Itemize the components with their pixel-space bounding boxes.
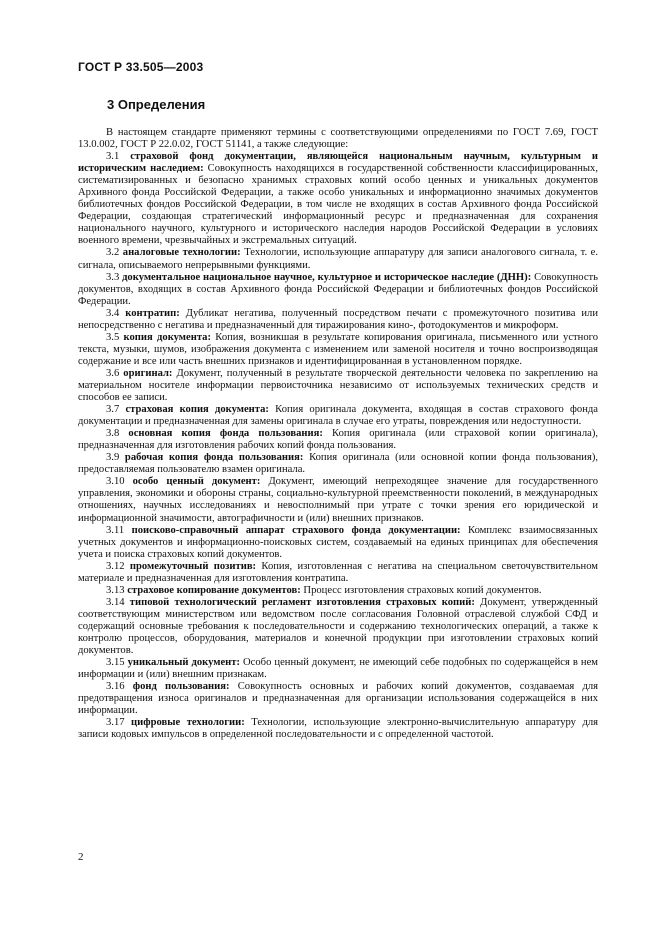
- definition-text: Документ, полученный в результате творческой деятельности человека по закреплению на материальном носителе информации первоисточника независимо от используемых технических средств и способов ее записи.: [78, 367, 598, 404]
- definition-item: [78, 272, 598, 308]
- definition-number: 3.7: [106, 404, 120, 416]
- definition-term: фонд пользования:: [132, 681, 230, 693]
- definition-item: [78, 681, 598, 717]
- definition-number: 3.16: [106, 681, 125, 693]
- definition-number: 3.4: [106, 307, 120, 319]
- definition-term: уникальный документ:: [127, 657, 240, 669]
- definition-term: типовой технологический регламент изготовления страховых копий:: [129, 596, 475, 608]
- definition-text: Копия оригинала (или основной копии фонда пользования), предоставляемая пользователю взамен оригинала.: [78, 452, 598, 476]
- definition-item: [78, 151, 598, 247]
- definition-item: [78, 525, 598, 561]
- definition-number: 3.17: [106, 717, 125, 729]
- definition-term: страховая копия документа:: [125, 404, 269, 416]
- definition-number: 3.12: [106, 560, 125, 572]
- definition-item: [78, 452, 598, 476]
- definition-text: Процесс изготовления страховых копий документов.: [303, 584, 542, 596]
- definition-text: Копия, возникшая в результате копирования оригинала, письменного или устного текста, музыки, шумов, изображения документа с изменением или заменой носителя и точно воспроизводящая содержание и все или часть внешних признаков и идентифицированная в установленном порядке.: [78, 331, 598, 367]
- definition-number: 3.14: [106, 596, 125, 608]
- definition-number: 3.2: [106, 247, 120, 259]
- document-header: ГОСТ Р 33.505—2003: [78, 60, 204, 74]
- page-number: 2: [78, 851, 84, 863]
- definition-text: Совокупность документов, входящих в состав Архивного фонда Российской Федерации и библиотечных фондов Российской Федерации.: [78, 271, 599, 307]
- definition-number: 3.13: [106, 584, 125, 596]
- definition-item: [78, 247, 598, 271]
- definition-number: 3.1: [106, 151, 120, 163]
- definitions-list: [78, 151, 598, 741]
- definition-term: копия документа:: [123, 331, 211, 343]
- definition-term: поисково-справочный аппарат страхового фонда документации:: [131, 524, 461, 536]
- definition-text: Документ, утвержденный соответствующим министерством или ведомством после согласования Головной отраслевой службой СФД и содержащий основные требования к последовательности и содержанию технологических операций, а также к контролю процессов, оборудования, материалов и конечной продукции при изготовлении страховых копий документов.: [78, 596, 598, 657]
- definitions-body: [78, 127, 598, 741]
- definition-term: страховой фонд документации, являющейся национальным научным, культурным и историческим наследием:: [78, 151, 598, 175]
- definition-text: Копия оригинала (или страховой копии оригинала), предназначенная для изготовления рабочих копий фонда пользования.: [78, 428, 598, 452]
- definition-term: особо ценный документ:: [132, 476, 261, 488]
- definition-text: Копия, изготовленная с негатива на специальном светочувствительном материале и предназначенная для изготовления контратипа.: [78, 560, 598, 584]
- definition-term: промежуточный позитив:: [129, 560, 257, 572]
- definition-term: основная копия фонда пользования:: [128, 428, 323, 440]
- definition-term: контратип:: [125, 307, 180, 319]
- definition-term: рабочая копия фонда пользования:: [124, 452, 304, 464]
- definition-item: [78, 657, 598, 681]
- definition-item: [78, 368, 598, 404]
- definition-term: аналоговые технологии:: [122, 247, 241, 259]
- definition-text: Документ, имеющий непреходящее значение для государственного управления, экономики и обороны страны, социально-культурной преемственности поколений, в международных отношениях, научных исследованиях и невосполнимый при утрате с точки зрения его юридической и информационной значимости, автографичности и (или) внешних признаков.: [78, 476, 598, 524]
- definition-item: [78, 332, 598, 368]
- definition-text: Комплекс взаимосвязанных учетных документов и информационно-поисковых систем, создаваемый на единых принципах для обеспечения учета и поиска страховых копий документов.: [78, 524, 598, 560]
- definition-item: [78, 404, 598, 428]
- definition-number: 3.5: [106, 331, 120, 343]
- definition-item: [78, 428, 598, 452]
- definition-text: Дубликат негатива, полученный посредством печати с промежуточного позитива или непосредственно с негатива и предназначенный для тиражирования кино-, фотодокументов и микроформ.: [78, 307, 598, 331]
- definition-item: [78, 585, 598, 597]
- definition-item: [78, 717, 598, 741]
- definition-term: страховое копирование документов:: [127, 584, 301, 596]
- definition-number: 3.3: [106, 271, 120, 283]
- section-title: 3 Определения: [107, 97, 206, 112]
- definition-text: Особо ценный документ, не имеющий себе подобных по содержащейся в нем информации и (или) внешним признакам.: [78, 657, 598, 681]
- definition-term: документальное национальное научное, культурное и историческое наследие (ДНН):: [122, 271, 532, 283]
- definition-number: 3.11: [106, 524, 125, 536]
- definition-number: 3.8: [106, 428, 120, 440]
- definition-item: [78, 308, 598, 332]
- definition-text: Технологии, использующие аппаратуру для записи аналогового сигнала, т. е. сигнала, описываемого непрерывными функциями.: [78, 247, 598, 271]
- definition-term: цифровые технологии:: [131, 717, 245, 729]
- definition-text: Совокупность находящихся в государственной собственности классифицированных, систематизированных и безопасно хранимых страховых копий особо ценных и уникальных документов Архивного фонда Российской Федерации, а также особо уникальных и информационно значимых документов библиотечных фондов Российской Федерации, в том числе не входящих в состав Архивного фонда Российской Федерации, создающая стратегический информационный ресурс и предназначенная для сохранения национального научного, культурного и исторического наследия народов Российской Федерации в условиях военного времени, чрезвычайных и экстремальных ситуаций.: [78, 163, 598, 247]
- definition-item: [78, 597, 598, 657]
- definition-number: 3.9: [106, 452, 120, 464]
- definition-number: 3.6: [106, 367, 120, 379]
- definition-text: Копия оригинала документа, входящая в состав страхового фонда документации и предназначенная для замены оригинала в случае его утраты, повреждения или недоступности.: [78, 404, 598, 428]
- definition-item: [78, 476, 598, 524]
- definition-number: 3.10: [106, 476, 125, 488]
- intro-paragraph: В настоящем стандарте применяют термины с соответствующими определениями по ГОСТ 7.69, ГОСТ 13.0.002, ГОСТ Р 22.0.02, ГОСТ 51141, а также следующие:: [78, 127, 598, 151]
- definition-item: [78, 561, 598, 585]
- definition-term: оригинал:: [123, 367, 173, 379]
- definition-number: 3.15: [106, 657, 125, 669]
- definition-text: Совокупность основных и рабочих копий документов, создаваемая для предотвращения износа оригиналов и предназначенная для организации использования содержащейся в них информации.: [78, 681, 598, 717]
- definition-text: Технологии, использующие электронно-вычислительную аппаратуру для записи кодовых импульсов в определенной последовательности и с определенной частотой.: [78, 717, 599, 741]
